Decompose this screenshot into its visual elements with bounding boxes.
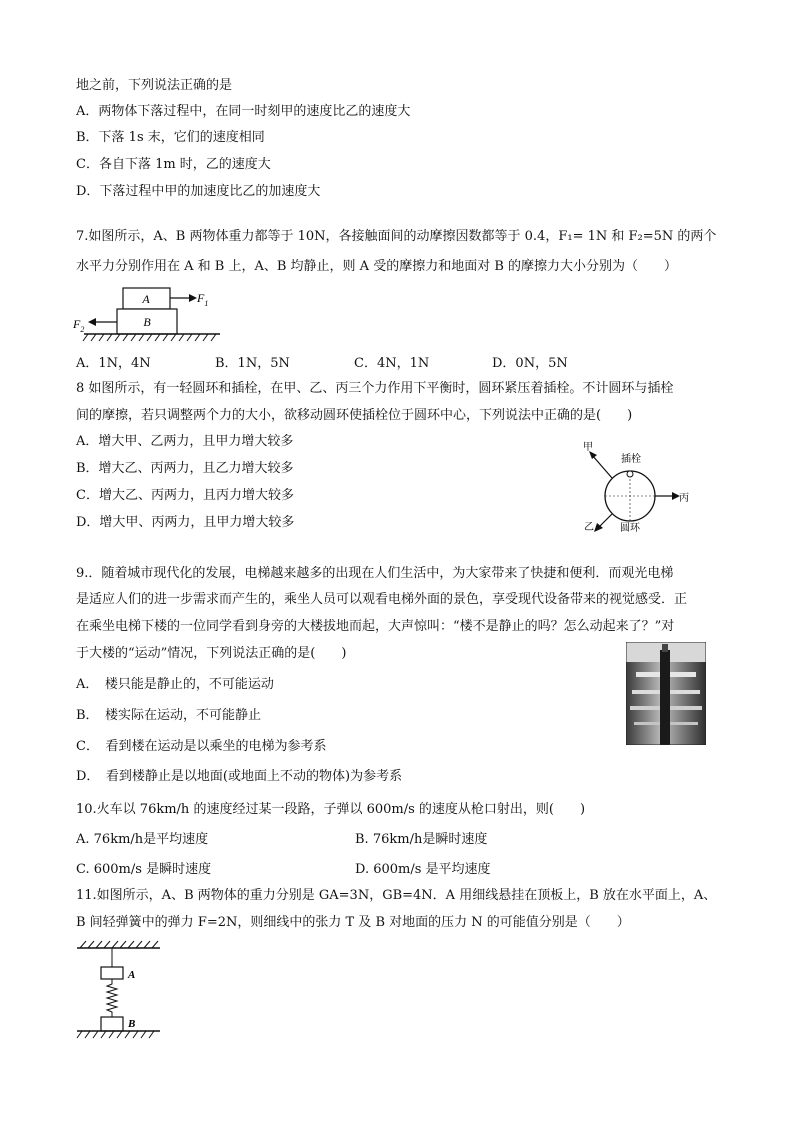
- q9-elevator-photo: [626, 642, 706, 745]
- q10-option-c: C. 600m/s 是瞬时速度: [76, 862, 212, 877]
- force-jia-label: 甲: [583, 442, 593, 453]
- q7-figure: [70, 282, 230, 352]
- block-a-label: A: [128, 969, 136, 981]
- floor-hatch: [77, 1031, 154, 1038]
- q10-option-d: D. 600m/s 是平均速度: [355, 862, 491, 877]
- q6-option-a: A．两物体下落过程中，在同一时刻甲的速度比乙的速度大: [76, 104, 411, 119]
- q9-stem-line3: 在乘坐电梯下楼的一位同学看到身旁的大楼拔地而起，大声惊叫：“楼不是静止的吗？怎么动起来了？”对: [76, 619, 675, 634]
- force-f2-label: $F_2$: [73, 317, 85, 334]
- block-a-label: A: [142, 292, 150, 306]
- ground-hatch: [83, 334, 216, 341]
- q10-stem: 10.火车以 76km/h 的速度经过某一段路，子弹以 600m/s 的速度从枪口射出，则( ): [76, 802, 586, 817]
- ceiling-hatch: [80, 941, 158, 948]
- force-bing-label: 丙: [679, 493, 689, 504]
- q6-option-b: B．下落 1s 末，它们的速度相同: [76, 130, 265, 145]
- block-b: [101, 1017, 123, 1031]
- spring: [107, 979, 117, 1017]
- q8-option-d: D．增大甲、丙两力，且甲力增大较多: [76, 515, 295, 530]
- q11-stem-line1: 11.如图所示，A、B 两物体的重力分别是 GA=3N，GB=4N．A 用细线悬挂在顶板上，B 放在水平面上，A、: [76, 888, 717, 903]
- q7-option-c: C．4N，1N: [354, 356, 430, 371]
- q7-stem-line2: 水平力分别作用在 A 和 B 上，A、B 均静止，则 A 受的摩擦力和地面对 B 的摩擦力大小分别为（ ）: [76, 259, 678, 274]
- q9-option-d: D． 看到楼静止是以地面(或地面上不动的物体)为参考系: [76, 769, 403, 784]
- q7-option-b: B．1N，5N: [215, 356, 290, 371]
- ring-label: 圆环: [620, 523, 640, 532]
- q9-stem-line1: 9.．随着城市现代化的发展，电梯越来越多的出现在人们生活中，为大家带来了快捷和便利．而观光电梯: [76, 566, 674, 581]
- q7-stem-line1: 7.如图所示，A、B 两物体重力都等于 10N，各接触面间的动摩擦因数都等于 0.4，F₁= 1N 和 F₂=5N 的两个: [76, 229, 717, 244]
- q7-option-a: A．1N，4N: [76, 356, 151, 371]
- force-jia-arrow: [592, 455, 612, 478]
- q8-stem-line2: 间的摩擦，若只调整两个力的大小，欲移动圆环使插栓位于圆环中心，下列说法中正确的是( ): [76, 408, 633, 423]
- q6-option-c: C．各自下落 1m 时，乙的速度大: [76, 157, 271, 172]
- q8-stem-line1: 8 如图所示，有一轻圆环和插栓，在甲、乙、丙三个力作用下平衡时，圆环紧压着插栓。不计圆环与插栓: [76, 381, 674, 396]
- q9-stem-line2: 是适应人们的进一步需求而产生的，乘坐人员可以观看电梯外面的景色，享受现代设备带来的视觉感受．正: [76, 592, 688, 607]
- peg-label: 插栓: [621, 454, 641, 465]
- block-a: [101, 967, 123, 979]
- q8-option-a: A．增大甲、乙两力，且甲力增大较多: [76, 434, 294, 449]
- q9-option-c: C． 看到楼在运动是以乘坐的电梯为参考系: [76, 739, 327, 754]
- block-b-label: B: [128, 1018, 136, 1030]
- q7-option-d: D．0N，5N: [492, 356, 568, 371]
- q9-option-b: B． 楼实际在运动，不可能静止: [76, 708, 262, 723]
- force-yi-label: 乙: [584, 522, 594, 532]
- q8-option-b: B．增大乙、丙两力，且乙力增大较多: [76, 461, 294, 476]
- q10-option-a: A. 76km/h是平均速度: [76, 832, 209, 847]
- q11-stem-line2: B 间轻弹簧中的弹力 F=2N，则细线中的张力 T 及 B 对地面的压力 N 的可能值分别是（ ）: [76, 915, 630, 930]
- q6-stem-tail: 地之前，下列说法正确的是: [76, 78, 233, 93]
- q10-option-b: B. 76km/h是瞬时速度: [355, 832, 488, 847]
- q8-figure: [575, 437, 705, 532]
- q11-figure: [72, 938, 172, 1043]
- q9-stem-line4: 于大楼的“运动”情况，下列说法正确的是( ): [76, 646, 347, 661]
- q6-option-d: D．下落过程中甲的加速度比乙的加速度大: [76, 184, 321, 199]
- q9-option-a: A． 楼只能是静止的，不可能运动: [76, 677, 274, 692]
- q8-option-c: C．增大乙、丙两力，且丙力增大较多: [76, 488, 294, 503]
- block-b-label: B: [143, 315, 151, 329]
- peg: [627, 471, 633, 477]
- force-f1-label: $F_1$: [197, 291, 209, 308]
